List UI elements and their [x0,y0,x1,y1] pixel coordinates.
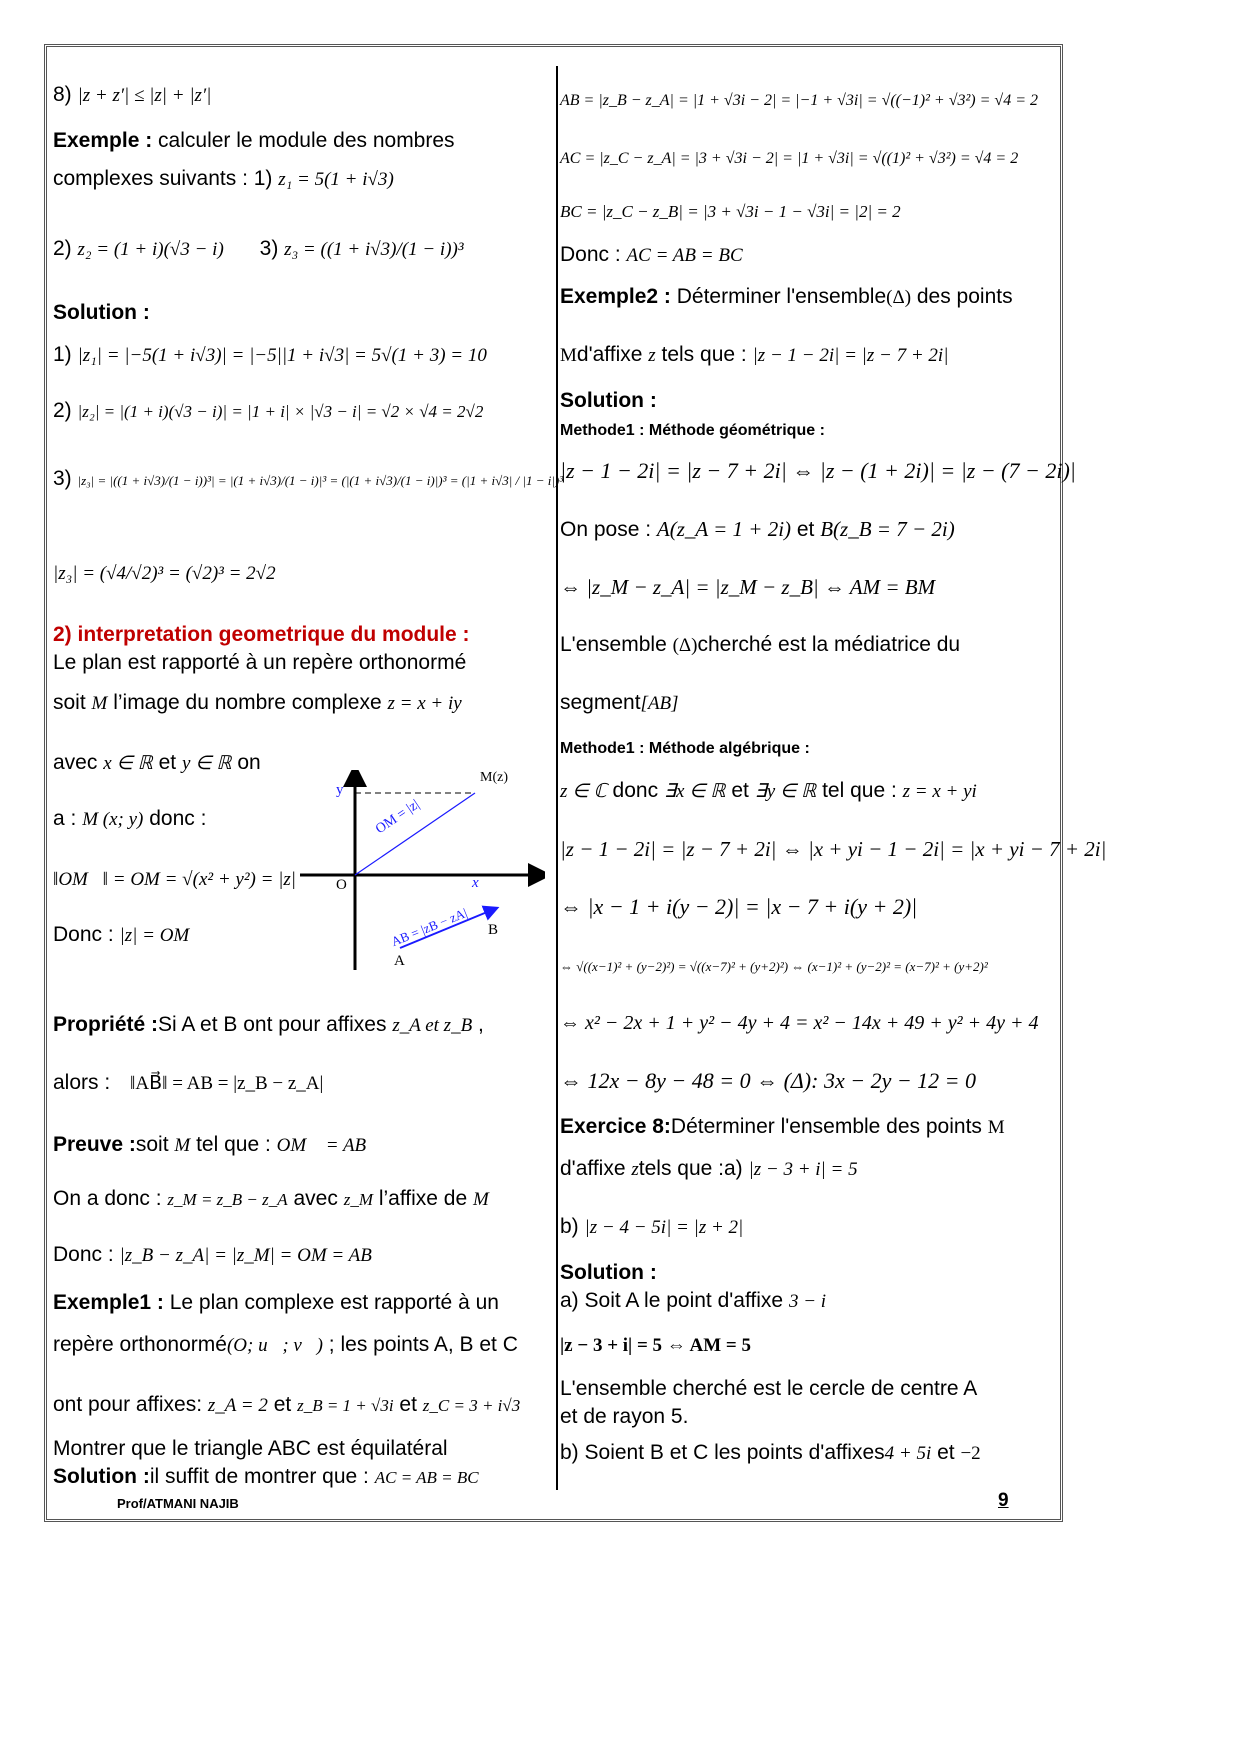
text: Donc : [560,243,621,266]
solution-a-eq [560,1332,751,1359]
repere [53,1332,518,1359]
alg-step-5 [560,1068,976,1095]
math: z_A et z_B [392,1015,473,1036]
math: ⇔ x² − 2x + 1 + y² − 4y + 4 = x² − 14x + 49 + y² + 4y + 4 [560,1012,1039,1034]
exercice-8 [560,1114,1005,1141]
text: repère orthonormé [53,1333,227,1356]
text: et [152,751,182,774]
footer-author: Prof/ATMANI NAJIB [117,1496,239,1511]
text: donc [606,779,659,802]
solution-heading: Solution : [560,389,657,412]
solution-abc [53,1464,479,1491]
solution-a [560,1288,826,1315]
math: B(z_B = 7 − 2i) [820,517,955,541]
z-in-c [560,778,977,805]
exercice-heading: Exercice 8: [560,1115,671,1138]
math: y ∈ ℝ [181,753,232,774]
alg-step-2 [560,894,917,921]
text: et de rayon 5. [560,1405,689,1428]
donc-equal [560,242,743,269]
math: |z| = OM [119,925,190,946]
on-pose [560,516,955,543]
math: z₁ = 5(1 + i√3) [278,169,394,190]
math: ⇔ |x − 1 + i(y − 2)| = |x − 7 + i(y + 2)| [560,894,918,919]
text: d'affixe [560,1157,626,1180]
text: d'affixe [576,343,643,366]
ab-label: AB = |zB − zA| [389,904,470,950]
exercice-8b [560,1214,743,1241]
geom-step-1 [560,458,1076,485]
donc-z-om [53,922,189,949]
math: (O; u⃗; v⃗) [226,1335,323,1356]
label: 2) [53,237,72,260]
math: |z + z′| ≤ |z| + |z′| [77,85,212,106]
math: |z₃| = |((1 + i√3)/(1 − i))³| = |(1 + i√3)/(1 − i)|³ = (|(1 + i√3)/(1 − i)|)³ = (|1 + i√3| / |1 − i|)³ [77,473,564,488]
example-z1 [53,166,394,193]
math: ⇔ |z_M − z_A| = |z_M − z_B| ⇔ AM = BM [560,575,936,599]
math: 3 − i [788,1291,827,1312]
label: 8) [53,83,72,106]
text: On pose : [560,518,652,541]
on-a-donc [53,1186,489,1213]
avec-x-y [53,750,261,777]
math: AC = AB = BC [626,245,743,266]
exemple2-heading: Exemple2 : [560,285,671,308]
math: AB = |z_B − z_A| = |1 + √3i − 2| = |−1 + √3i| = √((−1)² + √3²) = √4 = 2 [560,92,1038,109]
math: (Δ) [672,635,698,656]
ac-calc [560,144,1018,172]
exemple2 [560,284,1013,311]
text: complexes suivants : 1) [53,167,273,190]
text: avec [53,751,98,774]
text: et [725,779,749,802]
segment-ab [560,690,679,717]
point-a-label: A [394,953,405,969]
math: 4 + 5i [884,1443,932,1464]
point-b-label: B [488,922,499,938]
math: |z − 1 − 2i| = |z − 7 + 2i| ⇔ |z − (1 + 2i)| = |z − (7 − 2i)| [560,458,1076,483]
math: ⇔ 12x − 8y − 48 = 0 ⇔ (Δ): 3x − 2y − 12 = 0 [560,1068,977,1093]
text: , [472,1013,484,1036]
math: z_M = z_B − z_A [167,1190,288,1209]
example-heading: Exemple : [53,129,153,152]
example-intro [53,128,455,154]
math: z = x + iy [387,693,462,714]
math: AC = AB = BC [374,1468,479,1487]
text: segment [560,691,641,714]
math: z_A = 2 [207,1395,268,1416]
point-m-label: M(z) [480,770,508,785]
text: et [393,1393,417,1416]
label: 3) [53,467,72,490]
math: (Δ) [886,287,912,308]
text: avec [287,1187,338,1210]
text: ont pour affixes: [53,1393,203,1416]
text: tel que : [190,1133,271,1156]
math: M [174,1135,191,1156]
example-z2-z3 [53,236,464,263]
text: a : [53,807,77,830]
math: z [648,345,656,366]
math: |z − 1 − 2i| = |z − 7 + 2i| ⇔ |x + yi − 1 − 2i| = |x + yi − 7 + 2i| [560,837,1107,861]
math: M (x; y) [82,809,144,830]
text: et [791,518,815,541]
math: ‖OM⃗‖ = OM = √(x² + y²) = |z| [53,869,297,890]
solution-3 [53,466,563,494]
alg-step-3 [560,952,988,980]
y-axis-label: y [336,782,344,798]
alg-step-1 [560,836,1106,863]
text: et [931,1441,955,1464]
text: soit [53,691,86,714]
m-affixe [560,342,948,369]
math: |z − 3 + i| = 5 [748,1159,858,1180]
math: A(z_A = 1 + 2i) [656,517,792,541]
column-divider [556,66,558,1490]
solution-1 [53,342,487,369]
math: M [987,1117,1005,1138]
text: l’image du nombre complexe [107,691,382,714]
solution-heading: Solution : [53,301,150,324]
complex-plane-figure [300,770,545,995]
propriete-heading: Propriété : [53,1013,159,1036]
text: L'ensemble [560,633,667,656]
label: 3) [259,237,279,260]
math: z ∈ ℂ [560,781,607,802]
math: z = x + yi [902,781,977,802]
page-number: 9 [998,1490,1009,1511]
text: soit [135,1133,169,1156]
geom-step-2 [560,574,935,601]
math: |z₁| = |−5(1 + i√3)| = |−5||1 + i√3| = 5√(1 + 3) = 10 [77,345,487,366]
math: |z_B − z_A| = |z_M| = OM = AB [119,1245,372,1266]
bc-calc [560,198,901,225]
solution-b [560,1440,981,1467]
math: |z₃| = (√4/√2)³ = (√2)³ = 2√2 [53,563,276,584]
methode-algebrique-heading: Methode1 : Méthode algébrique : [560,740,810,757]
math: |z − 1 − 2i| = |z − 7 + 2i| [752,345,949,366]
text: Donc : [53,1243,114,1266]
section-heading: 2) interpretation geometrique du module : [53,623,470,646]
preuve [53,1132,381,1159]
propriete [53,1012,484,1039]
math: ∃y ∈ ℝ [754,781,817,802]
exemple1-heading: Exemple1 : [53,1291,164,1314]
text: donc : [143,807,207,830]
text: On a donc : [53,1187,162,1210]
math: |z − 3 + i| = 5 ⇔ AM = 5 [560,1335,751,1356]
solution-heading: Solution : [53,1465,150,1488]
text: b) Soient B et C les points d'affixes [560,1441,885,1464]
om-label: OM = |z| [373,797,423,838]
math: [AB] [640,693,679,714]
text: tels que : [655,343,747,366]
math: z_C = 3 + i√3 [422,1396,521,1415]
solution-2 [53,398,483,425]
text: cherché est la médiatrice du [697,633,961,656]
label: 2) [53,399,72,422]
math: −2 [960,1443,981,1464]
math: ‖AB⃗‖ = AB = |z_B − z_A| [130,1073,324,1094]
text: Déterminer l'ensemble des points [670,1115,982,1138]
math: M [91,693,108,714]
text: il suffit de montrer que : [149,1465,369,1488]
origin-label: O [336,877,347,893]
donc-ab [53,1242,372,1269]
exercice-8a [560,1156,858,1183]
math: z₃ = ((1 + i√3)/(1 − i))³ [284,239,464,260]
math: z_B = 1 + √3i [297,1396,394,1415]
text: calculer le module des nombres [152,129,455,152]
math: z_M [343,1190,373,1209]
math: AC = |z_C − z_A| = |3 + √3i − 2| = |1 + √3i| = √((1)² + √3²) = √4 = 2 [560,150,1019,167]
text: l’affixe de [372,1187,468,1210]
math: |z₂| = |(1 + i)(√3 − i)| = |1 + i| × |√3 − i| = √2 × √4 = 2√2 [77,402,484,421]
text: a) Soit A le point d'affixe [560,1289,784,1312]
text: Donc : [53,923,114,946]
math: |z − 4 − 5i| = |z + 2| [584,1217,744,1238]
mediatrice [560,632,960,659]
alg-step-4 [560,1010,1038,1036]
text: ; les points A, B et C [322,1333,518,1356]
math: x ∈ ℝ [103,753,153,774]
text: Le plan complexe est rapporté à un [163,1291,499,1314]
math: M [473,1189,489,1210]
text: on [231,751,261,774]
math: z [631,1159,639,1180]
soit-m [53,690,462,717]
methode-geometrique-heading: Methode1 : Méthode géométrique : [560,422,825,439]
x-axis-label: x [472,875,479,891]
text: et [267,1393,292,1416]
text: Montrer que le triangle ABC est équilatéral [53,1437,448,1460]
math: BC = |z_C − z_B| = |3 + √3i − 1 − √3i| = |2| = 2 [560,202,901,221]
text: Déterminer l'ensemble [670,285,887,308]
a-m-xy [53,806,206,833]
math: ∃x ∈ ℝ [663,781,726,802]
ab-calc [560,86,1038,114]
text: des points [911,285,1013,308]
preuve-heading: Preuve : [53,1133,136,1156]
text: L'ensemble cherché est le cercle de centre A [560,1377,978,1400]
solution-3-result [53,560,276,587]
text: alors : [53,1071,111,1094]
math: M [560,345,577,366]
math: ⇔ √((x−1)² + (y−2)²) = √((x−7)² + (y+2)²) ⇔ (x−1)² + (y−2)² = (x−7)² + (y+2)² [560,959,988,974]
exemple1 [53,1290,499,1316]
norm-om [53,866,296,893]
text: Le plan est rapporté à un repère orthonormé [53,651,467,674]
text: tel que : [816,779,897,802]
alors-ab [53,1070,323,1097]
math: z₂ = (1 + i)(√3 − i) [77,239,224,260]
text: b) [560,1215,579,1238]
affixes-abc [53,1392,520,1419]
math: OM⃗ = AB⃗ [276,1135,381,1156]
property-8 [53,82,211,109]
label: 1) [53,343,72,366]
text: tels que :a) [638,1157,743,1180]
text: Si A et B ont pour affixes [158,1013,387,1036]
solution-heading: Solution : [560,1261,657,1284]
